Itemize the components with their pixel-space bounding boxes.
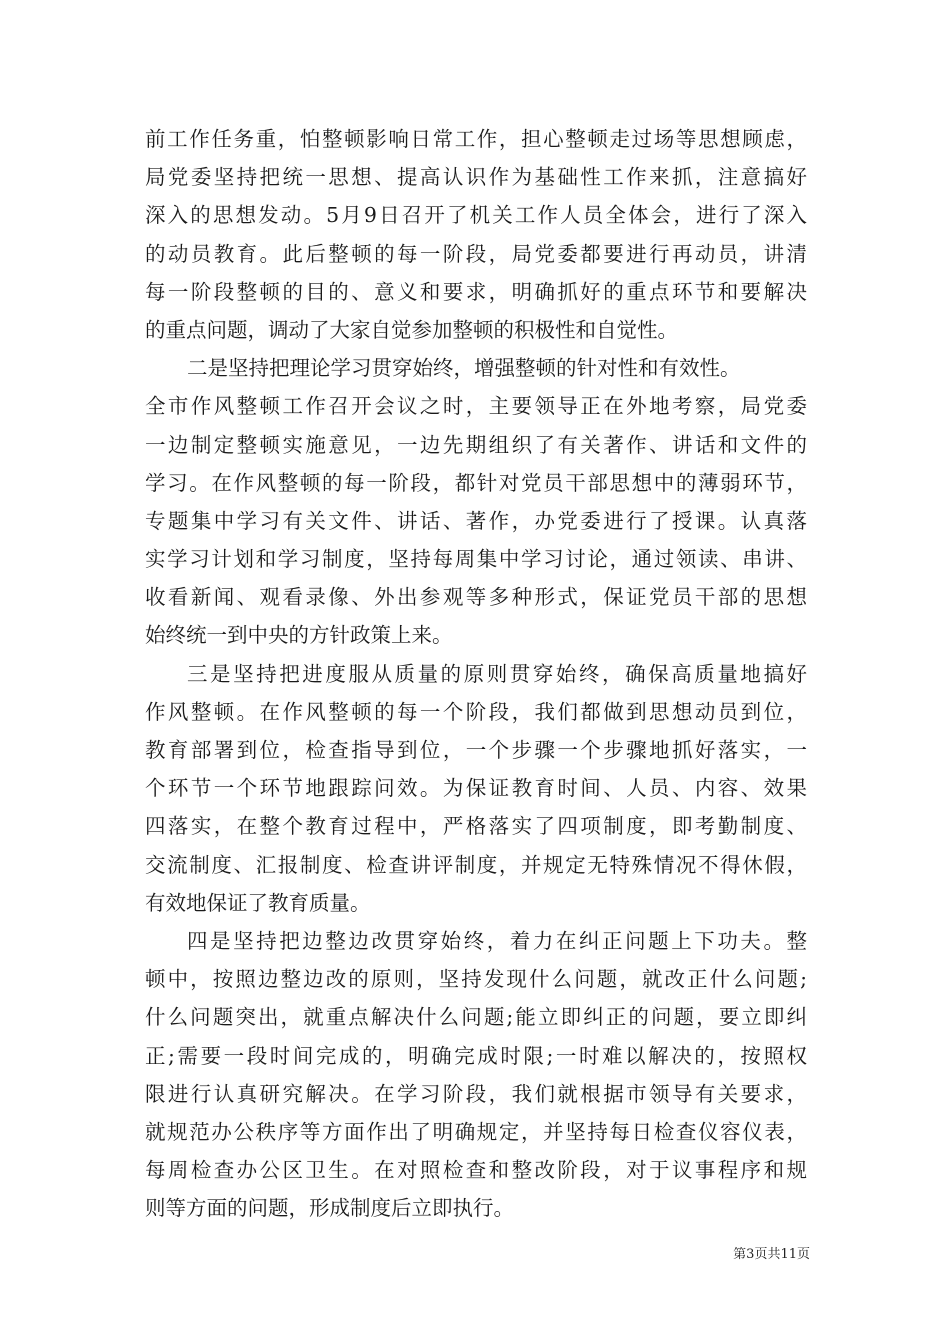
paragraph-4-line-8: 则等方面的问题，形成制度后立即执行。 — [145, 1196, 514, 1221]
paragraph-2-line-1: 二是坚持把理论学习贯穿始终，增强整顿的针对性和有效性。 — [187, 356, 741, 381]
paragraph-3-line-6: 交流制度、汇报制度、检查讲评制度，并规定无特殊情况不得休假， — [145, 852, 807, 877]
paragraph-1-line-1: 前工作任务重，怕整顿影响日常工作，担心整顿走过场等思想顾虑， — [145, 127, 807, 151]
paragraph-4-line-7: 每周检查办公区卫生。在对照检查和整改阶段，对于议事程序和规 — [145, 1158, 807, 1183]
paragraph-4-line-1: 四是坚持把边整边改贯穿始终，着力在纠正问题上下功夫。整 — [187, 928, 807, 953]
paragraph-3-line-3: 教育部署到位，检查指导到位，一个步骤一个步骤地抓好落实，一 — [145, 738, 807, 762]
paragraph-1-line-2: 局党委坚持把统一思想、提高认识作为基础性工作来抓，注意搞好 — [145, 165, 807, 190]
paragraph-3-line-2: 作风整顿。在作风整顿的每一个阶段，我们都做到思想动员到位， — [145, 699, 807, 724]
paragraph-3-line-5: 四落实，在整个教育过程中，严格落实了四项制度，即考勤制度、 — [145, 814, 807, 839]
paragraph-2-line-4: 学习。在作风整顿的每一阶段，都针对党员干部思想中的薄弱环节， — [145, 470, 807, 495]
body-text — [145, 120, 807, 1227]
paragraph-2-line-5: 专题集中学习有关文件、讲话、著作，办党委进行了授课。认真落 — [145, 508, 807, 533]
paragraph-1-line-3: 深入的思想发动。5月9日召开了机关工作人员全体会，进行了深入 — [145, 203, 807, 228]
paragraph-4-line-6: 就规范办公秩序等方面作出了明确规定，并坚持每日检查仪容仪表， — [145, 1119, 807, 1144]
paragraph-2-line-2: 全市作风整顿工作召开会议之时，主要领导正在外地考察，局党委 — [145, 394, 807, 419]
paragraph-1-line-6: 的重点问题，调动了大家自觉参加整顿的积极性和自觉性。 — [145, 317, 678, 342]
paragraph-4-line-4: 正;需要一段时间完成的，明确完成时限;一时难以解决的，按照权 — [145, 1043, 807, 1068]
paragraph-2-line-6: 实学习计划和学习制度，坚持每周集中学习讨论，通过领读、串讲、 — [145, 547, 807, 572]
paragraph-1-line-4: 的动员教育。此后整顿的每一阶段，局党委都要进行再动员，讲清 — [145, 241, 807, 266]
paragraph-4-line-3: 什么问题突出，就重点解决什么问题;能立即纠正的问题，要立即纠 — [145, 1005, 807, 1030]
page-number: 第3页共11页 — [733, 1247, 810, 1262]
paragraph-2-line-3: 一边制定整顿实施意见，一边先期组织了有关著作、讲话和文件的 — [145, 432, 807, 457]
paragraph-3-line-1: 三是坚持把进度服从质量的原则贯穿始终，确保高质量地搞好 — [187, 661, 807, 686]
paragraph-3-line-7: 有效地保证了教育质量。 — [145, 890, 371, 915]
paragraph-2-line-7: 收看新闻、观看录像、外出参观等多种形式，保证党员干部的思想 — [145, 585, 807, 610]
paragraph-1-line-5: 每一阶段整顿的目的、意义和要求，明确抓好的重点环节和要解决 — [145, 279, 807, 304]
paragraph-2-line-8: 始终统一到中央的方针政策上来。 — [145, 623, 453, 648]
paragraph-4-line-5: 限进行认真研究解决。在学习阶段，我们就根据市领导有关要求， — [145, 1081, 807, 1106]
paragraph-4-line-2: 顿中，按照边整边改的原则，坚持发现什么问题，就改正什么问题; — [145, 967, 807, 992]
paragraph-3-line-4: 个环节一个环节地跟踪问效。为保证教育时间、人员、内容、效果 — [145, 776, 807, 801]
